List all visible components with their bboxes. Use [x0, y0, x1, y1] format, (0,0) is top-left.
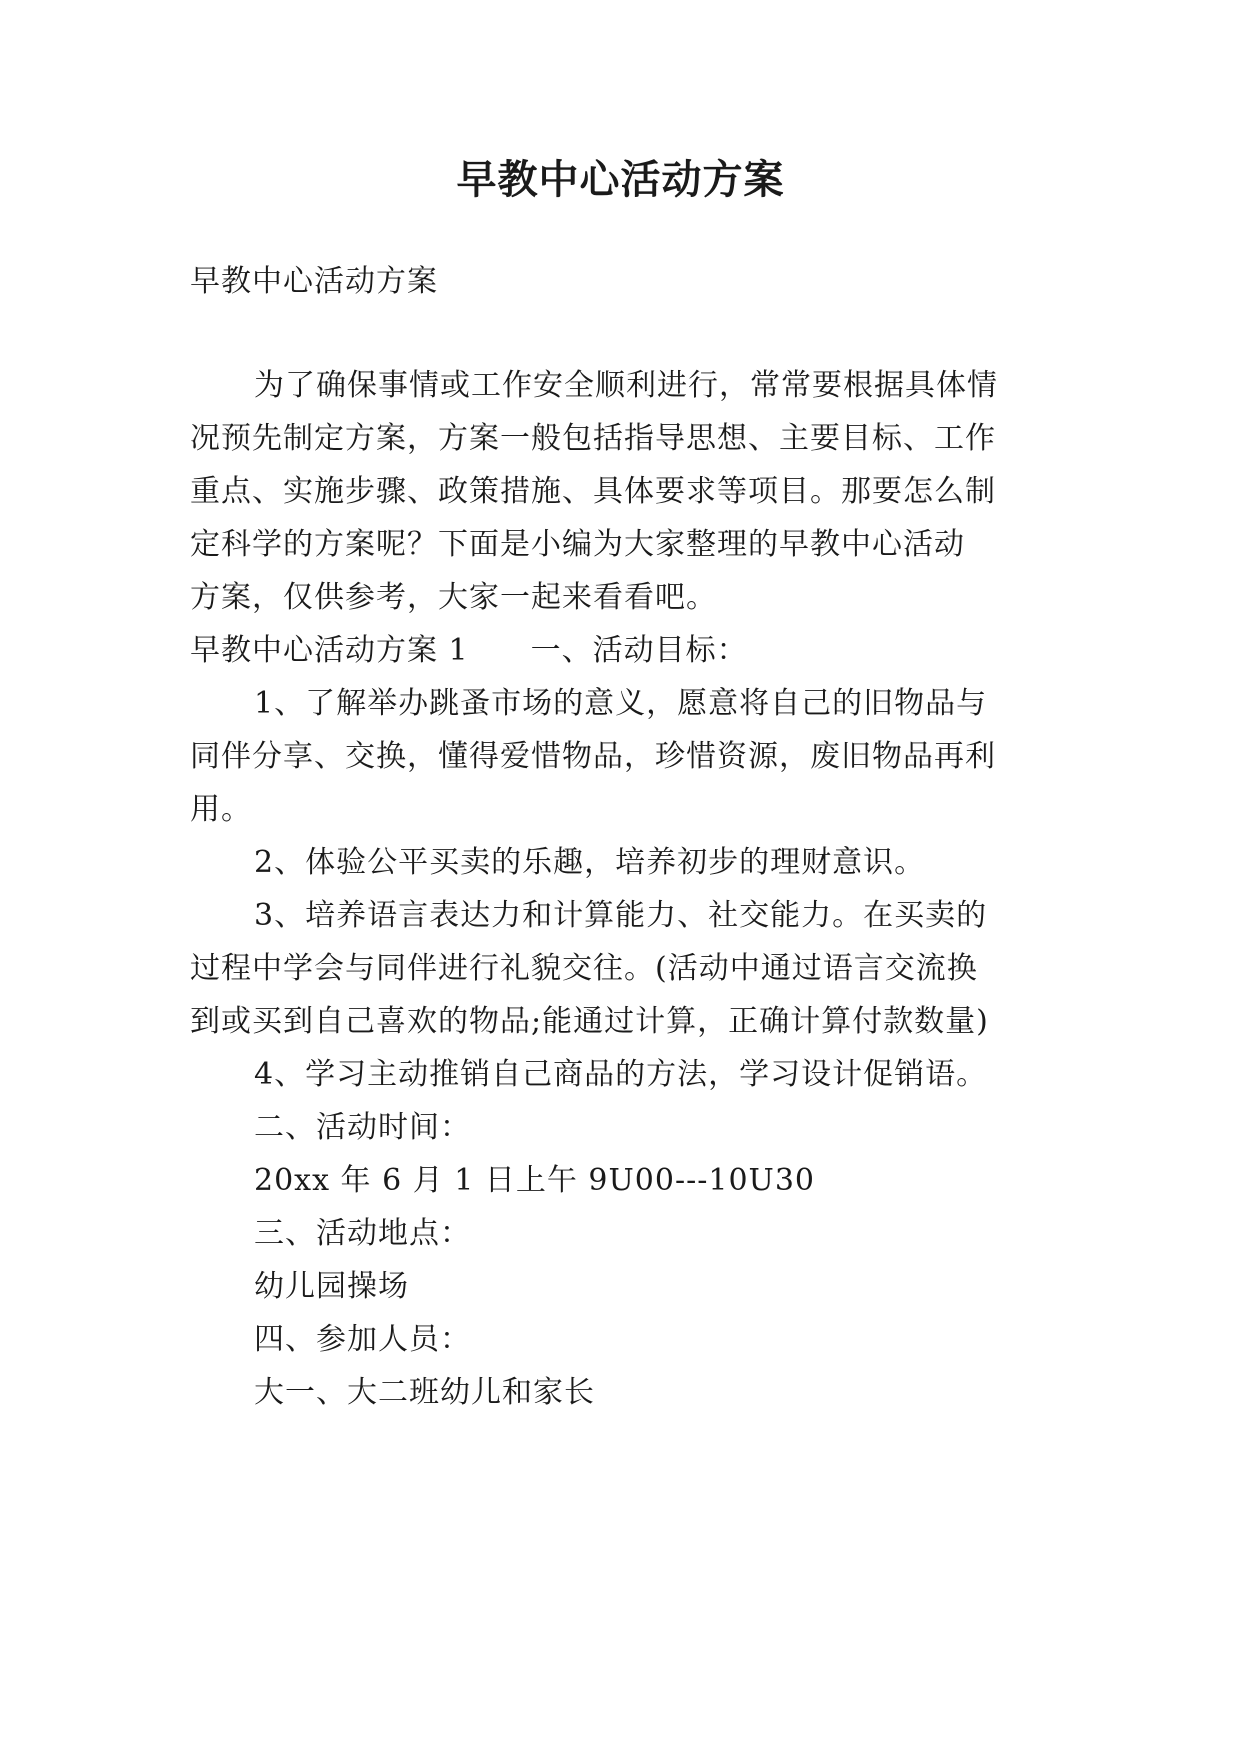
document-title: 早教中心活动方案 [456, 156, 785, 203]
place-heading: 三、活动地点： [254, 1216, 471, 1251]
goal-line: 同伴分享、交换，懂得爱惜物品，珍惜资源，废旧物品再利 [190, 739, 996, 774]
document-subtitle: 早教中心活动方案 [190, 264, 438, 299]
intro-line: 定科学的方案呢？下面是小编为大家整理的早教中心活动 [190, 527, 965, 562]
section-heading: 早教中心活动方案 1 [190, 633, 469, 668]
goal-line: 用。 [190, 792, 252, 827]
time-value: 20xx 年 6 月 1 日上午 9U00---10U30 [254, 1163, 815, 1198]
people-value: 大一、大二班幼儿和家长 [254, 1375, 595, 1410]
place-value: 幼儿园操场 [254, 1269, 409, 1304]
people-heading: 四、参加人员： [254, 1322, 471, 1357]
intro-line: 况预先制定方案，方案一般包括指导思想、主要目标、工作 [190, 421, 996, 456]
section-heading-row [190, 631, 748, 671]
goal-line: 1、了解举办跳蚤市场的意义，愿意将自己的旧物品与 [254, 686, 988, 721]
goal-line: 4、学习主动推销自己商品的方法，学习设计促销语。 [254, 1057, 988, 1092]
goal-line: 过程中学会与同伴进行礼貌交往。(活动中通过语言交流换 [190, 951, 978, 986]
goal-line: 2、体验公平买卖的乐趣，培养初步的理财意识。 [254, 845, 926, 880]
goal-line: 3、培养语言表达力和计算能力、社交能力。在买卖的 [254, 898, 988, 933]
intro-line: 为了确保事情或工作安全顺利进行，常常要根据具体情 [254, 368, 998, 403]
goal-line: 到或买到自己喜欢的物品;能通过计算，正确计算付款数量) [190, 1004, 989, 1039]
intro-line: 方案，仅供参考，大家一起来看看吧。 [190, 580, 717, 615]
time-heading: 二、活动时间： [254, 1110, 471, 1145]
intro-line: 重点、实施步骤、政策措施、具体要求等项目。那要怎么制 [190, 474, 996, 509]
goals-heading: 一、活动目标： [530, 633, 748, 668]
